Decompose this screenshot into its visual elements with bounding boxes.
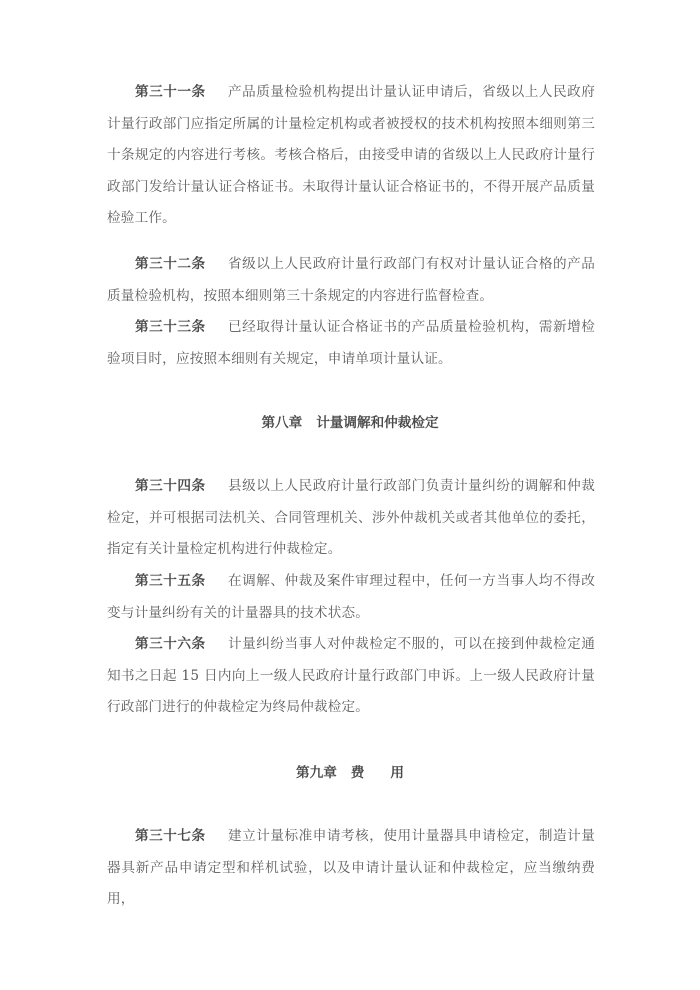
article-text: 县级以上人民政府计量行政部门负责计量纠纷的调解和仲裁检定，并可根据司法机关、合同管理机关、涉外仲裁机关或者其他单位的委托，指定有关计量检定机构进行仲裁检定。	[107, 478, 596, 557]
article-text: 计量纠纷当事人对仲裁检定不服的，可以在接到仲裁检定通知书之日起 15 日内向上一级人民政府计量行政部门申诉。上一级人民政府计量行政部门进行的仲裁检定为终局仲裁检定。	[107, 636, 596, 715]
article-32	[107, 249, 595, 312]
chapter-number: 第八章	[261, 415, 303, 431]
chapter-9-heading	[0, 763, 700, 783]
article-37	[107, 821, 595, 916]
article-text: 产品质量检验机构提出计量认证申请后，省级以上人民政府计量行政部门应指定所属的计量检定机构或者被授权的技术机构按照本细则第三十条规定的内容进行考核。考核合格后，由接受申请的省级以上人民政府计量行政部门发给计量认证合格证书。未取得计量认证合格证书的，不得开展产品质量检验工作。	[107, 84, 596, 226]
chapter-title-part-2: 用	[390, 765, 404, 781]
chapter-number: 第九章	[296, 765, 337, 781]
article-number: 第三十四条	[135, 478, 206, 494]
article-number: 第三十五条	[135, 573, 206, 589]
chapter-title-part-1: 费	[350, 765, 365, 781]
chapter-title: 计量调解和仲裁检定	[316, 415, 439, 431]
article-number: 第三十三条	[135, 319, 206, 335]
article-text: 省级以上人民政府计量行政部门有权对计量认证合格的产品质量检验机构，按照本细则第三十条规定的内容进行监督检查。	[107, 256, 596, 304]
article-31	[107, 77, 595, 235]
article-33	[107, 312, 595, 375]
article-number: 第三十七条	[135, 828, 206, 844]
article-number: 第三十一条	[135, 84, 206, 100]
article-36	[107, 629, 595, 724]
article-35	[107, 566, 595, 629]
article-text: 建立计量标准申请考核，使用计量器具申请检定，制造计量器具新产品申请定型和样机试验，以及申请计量认证和仲裁检定，应当缴纳费用，	[107, 828, 596, 907]
article-number: 第三十六条	[135, 636, 206, 652]
chapter-8-heading	[0, 413, 700, 433]
article-34	[107, 471, 595, 566]
article-number: 第三十二条	[135, 256, 206, 272]
article-text: 在调解、仲裁及案件审理过程中，任何一方当事人均不得改变与计量纠纷有关的计量器具的技术状态。	[107, 573, 596, 621]
article-text: 已经取得计量认证合格证书的产品质量检验机构，需新增检验项目时，应按照本细则有关规定，申请单项计量认证。	[107, 319, 596, 367]
